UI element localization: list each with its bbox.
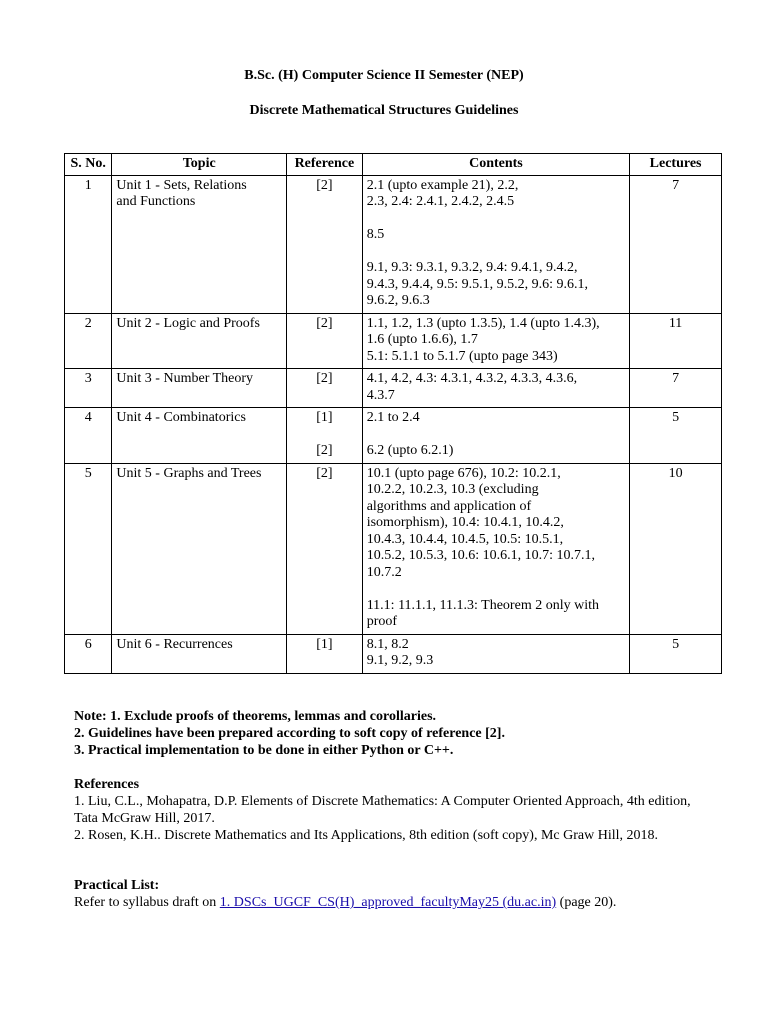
- cell-lectures: [630, 463, 722, 634]
- sno-text: 6: [84, 636, 92, 652]
- lectures-text: 7: [672, 371, 680, 386]
- contents-line: algorithms and application of: [366, 498, 532, 514]
- note-line: 3. Practical implementation to be done in either Python or C++.: [74, 743, 454, 758]
- topic-line: Unit 5 - Graphs and Trees: [116, 465, 262, 481]
- document-subtitle: Discrete Mathematical Structures Guidelines: [249, 103, 519, 118]
- cell-reference: [287, 175, 363, 313]
- contents-line: 11.1: 11.1.1, 11.1.3: Theorem 2 only with: [366, 597, 599, 613]
- contents-line: 9.6.2, 9.6.3: [366, 293, 430, 308]
- cell-lectures: [630, 408, 722, 464]
- contents-line: 1.1, 1.2, 1.3 (upto 1.3.5), 1.4 (upto 1.4.3),: [366, 315, 600, 331]
- contents-line: 9.1, 9.2, 9.3: [366, 653, 434, 668]
- lectures-text: 10: [668, 465, 683, 481]
- cell-topic: [112, 313, 287, 369]
- spacer: [291, 427, 358, 444]
- cell-sno: [65, 175, 112, 313]
- cell-lectures: [630, 313, 722, 369]
- practical-heading: Practical List:: [74, 878, 160, 893]
- spacer: [367, 244, 625, 261]
- contents-line: 10.4.3, 10.4.4, 10.4.5, 10.5: 10.5.1,: [366, 531, 564, 547]
- cell-reference: [287, 313, 363, 369]
- cell-contents: [362, 313, 629, 369]
- references-heading: References: [74, 777, 140, 792]
- cell-sno: [65, 463, 112, 634]
- contents-line: 8.5: [366, 227, 385, 242]
- cell-lectures: [630, 175, 722, 313]
- cell-topic: [112, 463, 287, 634]
- column-header-lectures: Lectures: [630, 154, 722, 176]
- contents-line: 4.1, 4.2, 4.3: 4.3.1, 4.3.2, 4.3.3, 4.3.6,: [366, 371, 578, 386]
- cell-sno: [65, 408, 112, 464]
- reference-text: [2]: [316, 177, 333, 193]
- table-row: [65, 369, 722, 408]
- spacer: [367, 211, 625, 228]
- practical-text: [74, 895, 616, 910]
- contents-line: 9.1, 9.3: 9.3.1, 9.3.2, 9.4: 9.4.1, 9.4.2,: [366, 260, 578, 275]
- reference-item: 1. Liu, C.L., Mohapatra, D.P. Elements of Discrete Mathematics: A Computer Oriented Approach, 4th edition, Tata McGraw Hill, 2017.: [74, 794, 691, 826]
- contents-line: 10.1 (upto page 676), 10.2: 10.2.1,: [366, 465, 561, 481]
- reference-text: [2]: [316, 315, 333, 331]
- sno-text: 5: [84, 465, 92, 481]
- reference-text: [2]: [316, 443, 333, 458]
- table-row: [65, 634, 722, 673]
- sno-text: 4: [84, 410, 92, 425]
- contents-line: 10.5.2, 10.5.3, 10.6: 10.6.1, 10.7: 10.7.1,: [366, 548, 595, 563]
- lectures-text: 5: [672, 410, 680, 425]
- contents-line: 9.4.3, 9.4.4, 9.5: 9.5.1, 9.5.2, 9.6: 9.6.1,: [366, 276, 588, 292]
- syllabus-draft-link[interactable]: 1. DSCs_UGCF_CS(H)_approved_facultyMay25 (du.ac.in): [219, 895, 557, 910]
- contents-line: proof: [366, 614, 398, 629]
- note-line: Note: 1. Exclude proofs of theorems, lemmas and corollaries.: [74, 709, 437, 724]
- cell-lectures: [630, 634, 722, 673]
- sno-text: 1: [84, 177, 92, 193]
- cell-sno: [65, 634, 112, 673]
- cell-lectures: [630, 369, 722, 408]
- cell-contents: [362, 634, 629, 673]
- notes-block: [74, 708, 714, 759]
- contents-line: 1.6 (upto 1.6.6), 1.7: [366, 332, 478, 347]
- reference-text: [2]: [316, 371, 333, 386]
- table-row: [65, 408, 722, 464]
- contents-line: 4.3.7: [366, 387, 395, 403]
- contents-line: 10.7.2: [366, 564, 402, 580]
- contents-line: 2.1 to 2.4: [366, 410, 420, 425]
- reference-item: 2. Rosen, K.H.. Discrete Mathematics and Its Applications, 8th edition (soft copy), Mc Graw Hill, 2018.: [74, 828, 659, 843]
- reference-text: [1]: [316, 636, 333, 652]
- contents-line: 2.1 (upto example 21), 2.2,: [366, 177, 519, 193]
- column-header-contents: Contents: [362, 154, 629, 176]
- contents-line: 8.1, 8.2: [366, 636, 409, 652]
- lectures-text: 11: [668, 315, 683, 331]
- cell-contents: [362, 369, 629, 408]
- contents-line: 10.2.2, 10.2.3, 10.3 (excluding: [366, 482, 539, 497]
- cell-reference: [287, 369, 363, 408]
- table-body: [65, 175, 722, 673]
- sno-text: 2: [84, 315, 92, 331]
- spacer: [367, 427, 625, 444]
- spacer: [367, 581, 625, 598]
- cell-reference: [287, 634, 363, 673]
- cell-topic: [112, 634, 287, 673]
- table-row: [65, 175, 722, 313]
- column-header-topic: Topic: [112, 154, 287, 176]
- practical-block: [74, 877, 714, 911]
- topic-line: Unit 6 - Recurrences: [116, 636, 233, 652]
- table-header-row: [65, 154, 722, 176]
- topic-line: and Functions: [116, 194, 196, 209]
- table-row: [65, 313, 722, 369]
- topic-line: Unit 2 - Logic and Proofs: [116, 315, 260, 331]
- cell-topic: [112, 369, 287, 408]
- practical-prefix: Refer to syllabus draft on: [74, 895, 220, 910]
- cell-contents: [362, 408, 629, 464]
- topic-line: Unit 1 - Sets, Relations: [116, 177, 247, 193]
- contents-line: isomorphism), 10.4: 10.4.1, 10.4.2,: [366, 515, 564, 530]
- note-line: 2. Guidelines have been prepared according to soft copy of reference [2].: [74, 726, 505, 741]
- cell-sno: [65, 313, 112, 369]
- contents-line: 2.3, 2.4: 2.4.1, 2.4.2, 2.4.5: [366, 194, 515, 209]
- topic-line: Unit 3 - Number Theory: [116, 371, 254, 386]
- cell-contents: [362, 175, 629, 313]
- cell-sno: [65, 369, 112, 408]
- references-block: [74, 776, 714, 844]
- lectures-text: 7: [672, 177, 680, 193]
- cell-contents: [362, 463, 629, 634]
- practical-suffix: (page 20).: [556, 895, 617, 910]
- document-title: B.Sc. (H) Computer Science II Semester (NEP): [244, 68, 524, 83]
- reference-text: [1]: [316, 410, 333, 425]
- cell-reference: [287, 463, 363, 634]
- contents-line: 5.1: 5.1.1 to 5.1.7 (upto page 343): [366, 348, 558, 364]
- lectures-text: 5: [672, 636, 680, 652]
- column-header-reference: Reference: [287, 154, 363, 176]
- cell-topic: [112, 175, 287, 313]
- cell-topic: [112, 408, 287, 464]
- contents-line: 6.2 (upto 6.2.1): [366, 443, 454, 458]
- topic-line: Unit 4 - Combinatorics: [116, 410, 246, 425]
- column-header-sno: S. No.: [65, 154, 112, 176]
- reference-text: [2]: [316, 465, 333, 481]
- cell-reference: [287, 408, 363, 464]
- sno-text: 3: [84, 371, 92, 386]
- table-row: [65, 463, 722, 634]
- syllabus-table: [64, 153, 722, 674]
